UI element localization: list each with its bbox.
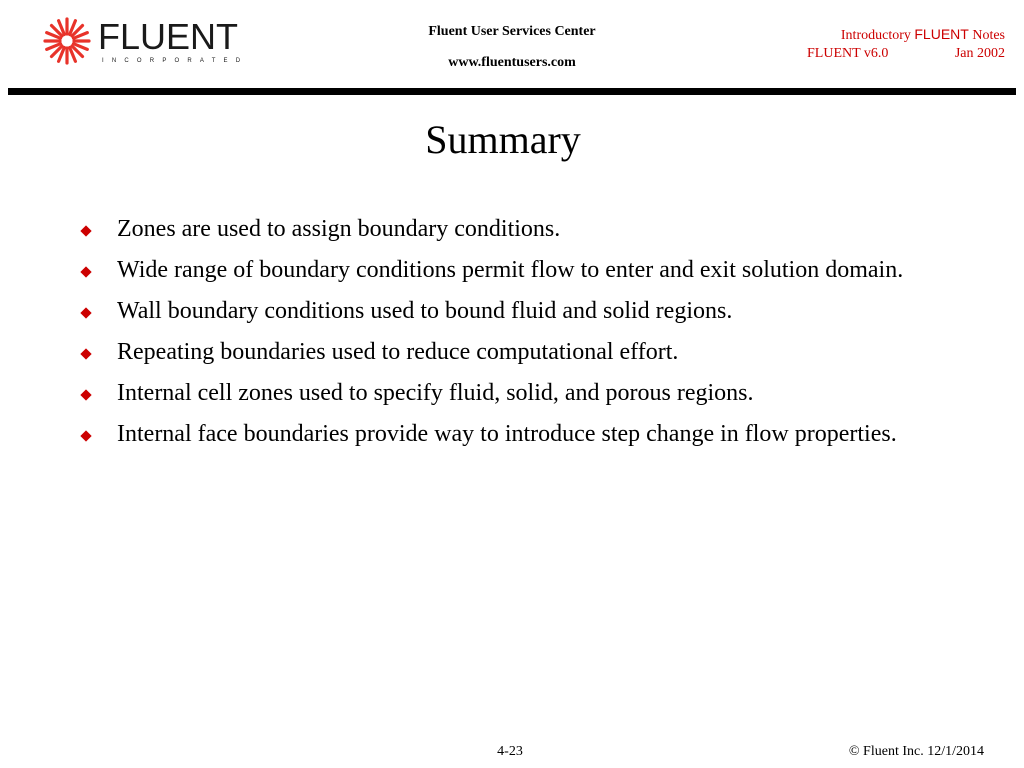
header-right-line2 bbox=[770, 45, 1010, 63]
diamond-bullet-icon bbox=[80, 348, 91, 359]
header-right-version: FLUENT v6.0 bbox=[807, 46, 889, 61]
bullet-item bbox=[80, 253, 940, 287]
bullet-item bbox=[80, 294, 940, 328]
diamond-bullet-icon bbox=[80, 225, 91, 236]
header-right-fluent: FLUENT bbox=[914, 26, 969, 42]
logo-subtitle: INCORPORATED bbox=[102, 58, 249, 64]
header-center-url: www.fluentusers.com bbox=[448, 55, 576, 70]
bullet-item bbox=[80, 376, 940, 410]
sunburst-logo-icon bbox=[42, 16, 92, 66]
bullet-item bbox=[80, 212, 940, 246]
page-number: 4-23 bbox=[497, 744, 523, 759]
header-right bbox=[770, 25, 1010, 63]
logo-wordmark: FLUENT bbox=[98, 16, 239, 57]
fluent-logo bbox=[42, 16, 249, 68]
bullet-text: Repeating boundaries used to reduce computational effort. bbox=[117, 339, 679, 365]
header-center-title: Fluent User Services Center bbox=[428, 24, 596, 39]
bullet-text: Internal cell zones used to specify fluid, solid, and porous regions. bbox=[117, 380, 754, 406]
bullet-text: Wall boundary conditions used to bound fluid and solid regions. bbox=[117, 298, 733, 324]
diamond-bullet-icon bbox=[80, 266, 91, 277]
bullet-item bbox=[80, 335, 940, 369]
header-divider bbox=[8, 88, 1016, 95]
diamond-bullet-icon bbox=[80, 307, 91, 318]
header-right-date: Jan 2002 bbox=[954, 46, 1005, 61]
bullet-text: Internal face boundaries provide way to introduce step change in flow properties. bbox=[117, 421, 897, 447]
slide-title: Summary bbox=[425, 117, 581, 162]
bullet-list bbox=[80, 212, 940, 458]
diamond-bullet-icon bbox=[80, 430, 91, 441]
header-right-line1 bbox=[770, 25, 1010, 45]
copyright-notice: © Fluent Inc. 12/1/2014 bbox=[848, 744, 984, 759]
header-right-notes: Notes bbox=[972, 28, 1005, 43]
header-center bbox=[360, 24, 664, 71]
header-right-introductory: Introductory bbox=[840, 28, 911, 43]
diamond-bullet-icon bbox=[80, 389, 91, 400]
bullet-text: Zones are used to assign boundary conditions. bbox=[117, 216, 561, 242]
bullet-item bbox=[80, 417, 940, 451]
bullet-text: Wide range of boundary conditions permit flow to enter and exit solution domain. bbox=[117, 257, 904, 283]
